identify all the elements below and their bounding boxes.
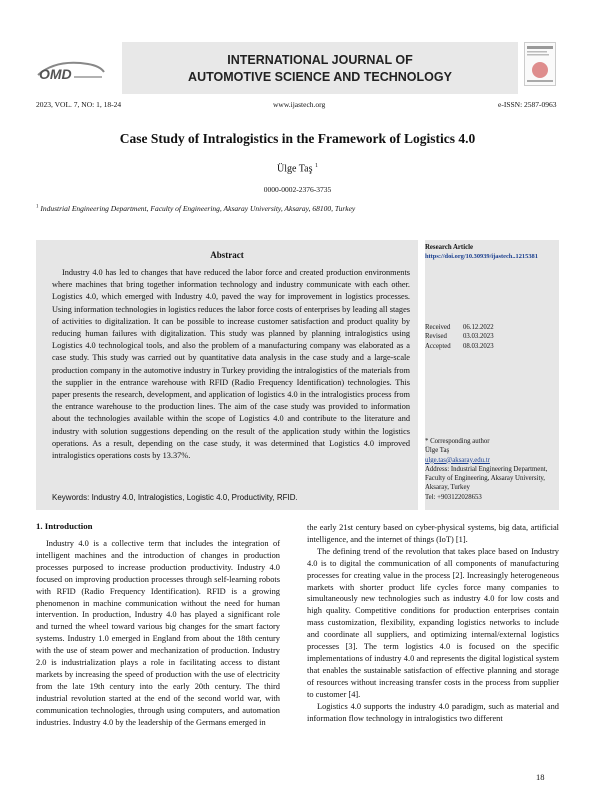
body-paragraph: Industry 4.0 is a collective term that includes the integration of intelligent machines and the introduction of changes in production processes purposed to increase production productivity. Industry 4.0 focused on improving production processes through self-learning robots with RFID (Radio Frequency Identification). RFID is a growing phenomenon in machine communication without the need for human intervention. In production, Industry 4.0 has played a significant role and turned the wheel toward various big changes for the smart factory systems. Industry 1.0 emerged in England from about the 18th century with the use of steam power and mechanization of production. Industry 2.0 is industrialization plays a role in facilitating access to distant markets by increasing the speed of production with the use of electricity from the late 19th century into the early 20th century. The third industrial revolution started at the end of the second world war, with communication technologies, through using computers, and automation industries. Industry 4.0 by the leadership of the Germans emerged in xyxy=(36,539,280,727)
received-row xyxy=(425,323,494,332)
accepted-date: 08.03.2023 xyxy=(463,342,494,350)
eissn: e-ISSN: 2587-0963 xyxy=(498,100,557,109)
received-date: 06.12.2022 xyxy=(463,324,494,331)
introduction-heading: 1. Introduction xyxy=(36,521,93,531)
corresponding-label: * Corresponding author xyxy=(425,438,490,445)
accepted-label: Accepted xyxy=(425,342,451,350)
accepted-row xyxy=(425,342,494,351)
author-name: Ülge Taş xyxy=(277,163,313,175)
abstract-text: Industry 4.0 has led to changes that have reduced the labor force and created production environments where machines that bring together information technology and industry communicate with each other. Logistics 4.0, which emerged with Industry 4.0, paved the way for improvement in logistics processes. Using information technologies in logistics reduces the labor force costs of enterprises by leading all stages of activities to digitalization. It can be possible to increase customer satisfaction and product quality by reducing human failures with digitalization. This study was planned by planning intralogistics using Logistics 4.0 technological tools, and also the problem of a manufacturing company was elaborated as a case study. This study was carried out by quantitative data analysis in the case study and a large-scale production company in the automotive industry in Turkey providing the intralogistics of the materials from the supplier in the entrance warehouse with RFID (Radio Frequency Identification) technologies. This paper presents the research, development, and application of logistics 4.0 in the intralogistics process from the entrance warehouse to the production lines. The aim of the case study was provided to information about the technologies available within the scope of Logistics 4.0 and contribute to the literature and industry with solution suggestions depending on the result of the application study within the logistics operations. As a result, depending on the case study, it was determined that Logistics 4.0 improved intralogistics operations costs by 13.37%. xyxy=(52,268,410,461)
abstract-heading: Abstract xyxy=(210,250,244,260)
corresponding-email-link[interactable]: ulge.tas@aksaray.edu.tr xyxy=(425,456,490,464)
author-sup: 1 xyxy=(315,163,318,169)
author-line xyxy=(0,163,595,174)
revised-row xyxy=(425,332,494,341)
revised-date: 03.03.2023 xyxy=(463,333,494,341)
abstract-box xyxy=(36,240,418,510)
received-label: Received xyxy=(425,324,451,331)
affiliation xyxy=(36,204,355,213)
doi-link[interactable]: https://doi.org/10.30939/ijastech..1215381 xyxy=(425,253,538,260)
journal-banner xyxy=(122,42,518,94)
orcid-id[interactable]: 0000-0002-2376-3735 xyxy=(263,185,332,194)
corresponding-address: Address: Industrial Engineering Department, Faculty of Engineering, Aksaray University, Aksaray, Turkey xyxy=(425,465,548,492)
issue-info: 2023, VOL. 7, NO: 1, 18-24 xyxy=(36,100,122,109)
svg-text:OMD: OMD xyxy=(39,66,72,82)
affiliation-sup: 1 xyxy=(36,204,39,210)
keywords: Keywords: Industry 4.0, Intralogistics, Logistic 4.0, Productivity, RFID. xyxy=(52,493,298,502)
body-paragraph: Logistics 4.0 supports the industry 4.0 paradigm, such as material and information flow technology in intralogistics two different xyxy=(307,701,559,723)
journal-title-line1: INTERNATIONAL JOURNAL OF xyxy=(227,53,413,67)
body-paragraph: the early 21st century based on cyber-physical systems, big data, artificial intelligence, and the internet of things (IoT) [1]. xyxy=(307,523,559,544)
journal-title xyxy=(122,52,518,86)
omd-logo xyxy=(36,55,106,87)
article-dates xyxy=(425,323,494,351)
paper-title: Case Study of Intralogistics in the Framework of Logistics 4.0 xyxy=(119,131,476,146)
corresponding-name: Ülge Taş xyxy=(425,447,450,455)
body-paragraph: The defining trend of the revolution that takes place based on Industry 4.0 is to digital the communication of all components of manufacturing processes for creating value in the process [2]. Increasingly heterogeneous markets with shorter product life cycles force many companies to simultaneously new technologies such as industry 4.0 for low costs and high quality. Competitive conditions for production enterprises contain mass customization, flexibility, expanding logistics networks to include and coordinate all suppliers, and optimizing internal/external logistics processes [3]. The term logistics 4.0 is focused on the specific implementations of industry 4.0 and represents the digital logistical system that enables the sustainable satisfaction of effective planning and storage of resources without increasing transfer costs in the process from supplier to customer [4]. xyxy=(307,546,559,699)
journal-cover-image xyxy=(524,42,556,86)
revised-label: Revised xyxy=(425,333,447,341)
body-column-left xyxy=(36,520,280,729)
body-column-right xyxy=(307,522,559,724)
page-number: 18 xyxy=(536,772,545,782)
website-link[interactable]: www.ijastech.org xyxy=(273,100,326,109)
article-info-sidebar xyxy=(425,240,559,510)
corresponding-tel: Tel: +903122028653 xyxy=(425,493,482,501)
affiliation-text: Industrial Engineering Department, Faculty of Engineering, Aksaray University, Aksaray, 68100, Turkey xyxy=(40,204,356,213)
corresponding-author xyxy=(425,437,557,502)
journal-title-line2: AUTOMOTIVE SCIENCE AND TECHNOLOGY xyxy=(188,70,452,84)
article-type: Research Article xyxy=(425,244,473,251)
